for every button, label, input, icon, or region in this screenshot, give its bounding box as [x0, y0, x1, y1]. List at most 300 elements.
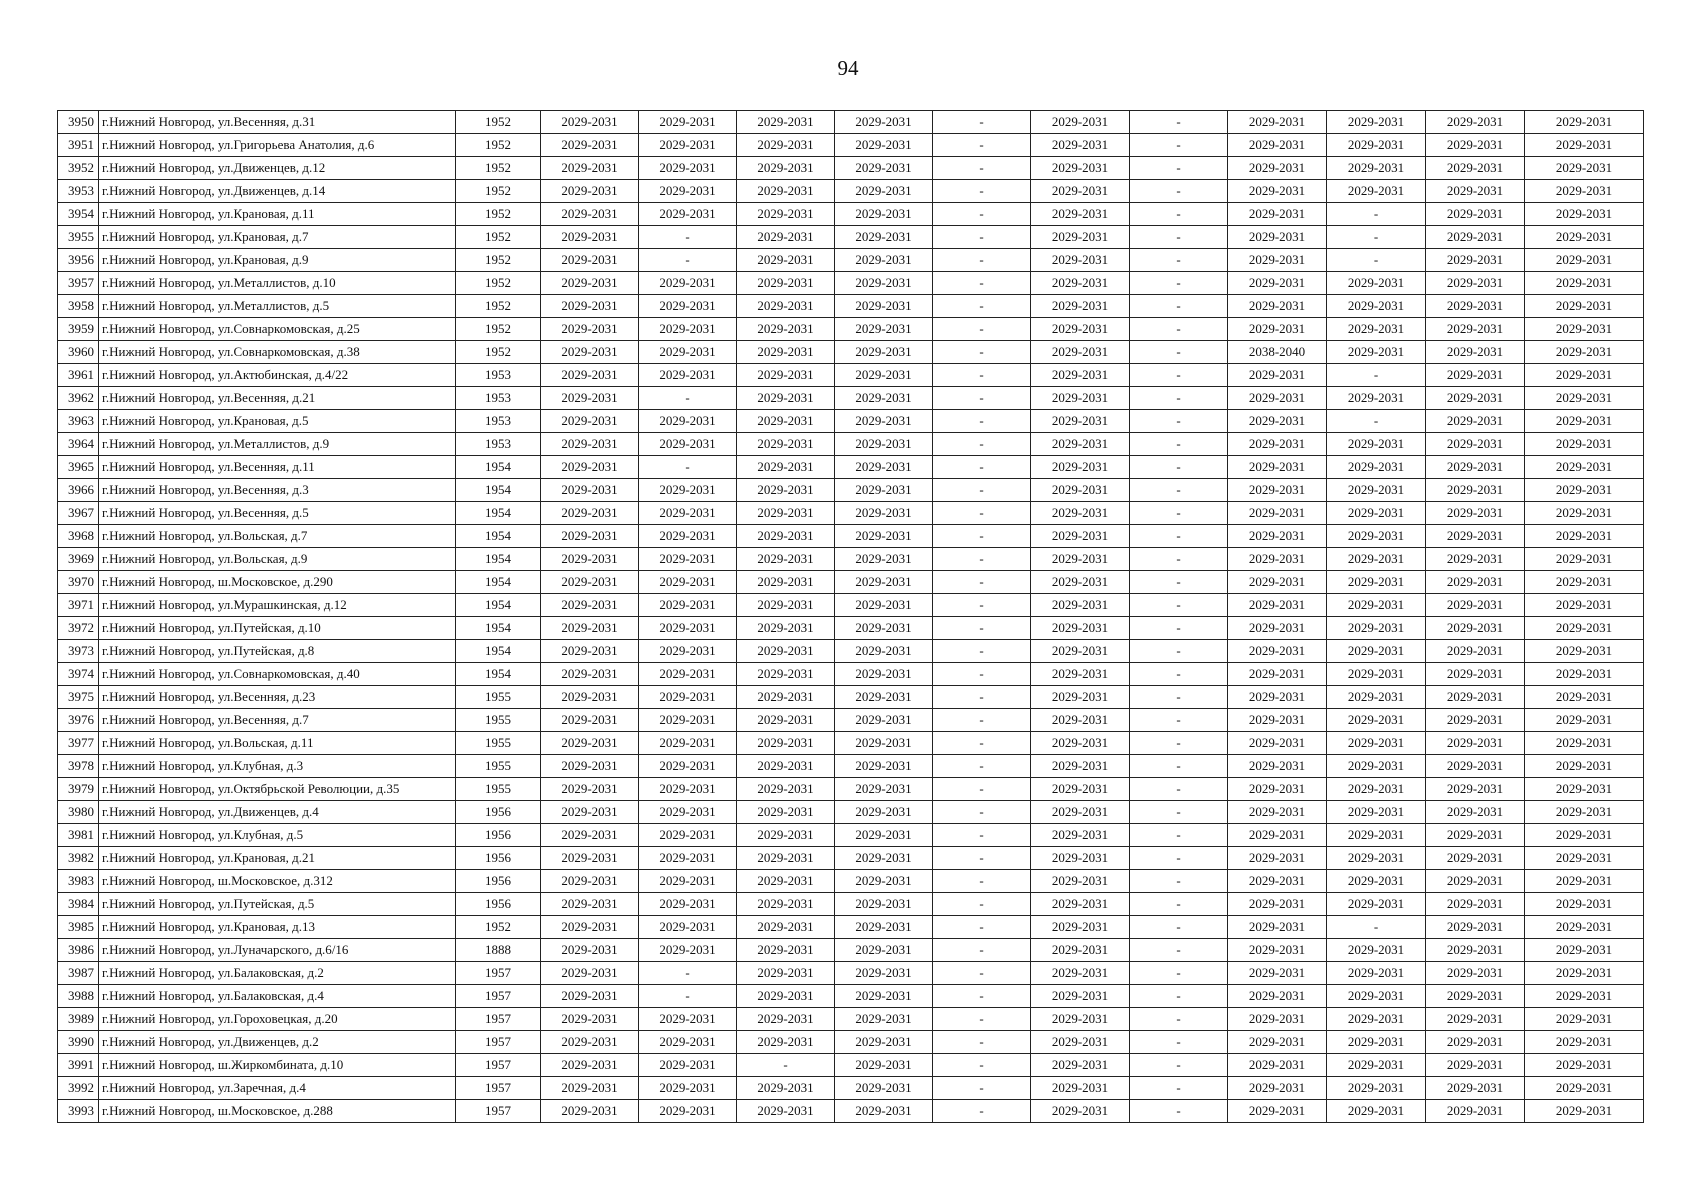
address-cell: г.Нижний Новгород, ул.Григорьева Анатолия, д.6: [99, 134, 456, 157]
year-cell: 1954: [456, 594, 541, 617]
period-cell: 2029-2031: [1031, 134, 1130, 157]
period-cell: 2029-2031: [1426, 663, 1525, 686]
period-cell: 2029-2031: [1327, 111, 1426, 134]
period-cell: -: [1130, 433, 1228, 456]
period-cell: 2029-2031: [1525, 1100, 1644, 1123]
period-cell: 2029-2031: [1327, 893, 1426, 916]
row-number-cell: 3954: [58, 203, 99, 226]
period-cell: 2029-2031: [1426, 502, 1525, 525]
period-cell: -: [933, 410, 1031, 433]
period-cell: 2029-2031: [639, 663, 737, 686]
table-row: [58, 1008, 1644, 1031]
period-cell: 2029-2031: [541, 387, 639, 410]
period-cell: 2029-2031: [1031, 548, 1130, 571]
period-cell: -: [639, 226, 737, 249]
period-cell: 2029-2031: [1426, 939, 1525, 962]
period-cell: 2029-2031: [1031, 939, 1130, 962]
table-row: [58, 433, 1644, 456]
table-row: [58, 525, 1644, 548]
period-cell: 2029-2031: [1327, 824, 1426, 847]
period-cell: -: [933, 1054, 1031, 1077]
year-cell: 1957: [456, 1100, 541, 1123]
address-cell: г.Нижний Новгород, ул.Октябрьской Революции, д.35: [99, 778, 456, 801]
period-cell: 2029-2031: [639, 824, 737, 847]
period-cell: 2029-2031: [1525, 134, 1644, 157]
period-cell: 2029-2031: [1031, 341, 1130, 364]
period-cell: 2029-2031: [639, 502, 737, 525]
period-cell: 2029-2031: [1327, 157, 1426, 180]
year-cell: 1952: [456, 226, 541, 249]
period-cell: -: [1130, 295, 1228, 318]
period-cell: 2029-2031: [1031, 318, 1130, 341]
period-cell: -: [1130, 1100, 1228, 1123]
period-cell: 2029-2031: [639, 1054, 737, 1077]
period-cell: 2029-2031: [1228, 893, 1327, 916]
period-cell: 2029-2031: [1031, 410, 1130, 433]
period-cell: -: [1130, 249, 1228, 272]
period-cell: 2029-2031: [639, 709, 737, 732]
period-cell: 2029-2031: [737, 847, 835, 870]
address-cell: г.Нижний Новгород, ул.Заречная, д.4: [99, 1077, 456, 1100]
period-cell: 2029-2031: [541, 916, 639, 939]
year-cell: 1957: [456, 1031, 541, 1054]
period-cell: -: [1130, 778, 1228, 801]
period-cell: 2029-2031: [1031, 732, 1130, 755]
address-cell: г.Нижний Новгород, ул.Крановая, д.11: [99, 203, 456, 226]
period-cell: 2029-2031: [1327, 180, 1426, 203]
period-cell: 2029-2031: [1327, 318, 1426, 341]
period-cell: 2029-2031: [1525, 433, 1644, 456]
row-number-cell: 3981: [58, 824, 99, 847]
period-cell: 2029-2031: [1426, 479, 1525, 502]
period-cell: -: [1327, 916, 1426, 939]
period-cell: 2029-2031: [1525, 824, 1644, 847]
period-cell: 2029-2031: [737, 272, 835, 295]
period-cell: 2029-2031: [1228, 571, 1327, 594]
table-row: [58, 157, 1644, 180]
address-cell: г.Нижний Новгород, ул.Вольская, д.7: [99, 525, 456, 548]
table-body: [58, 111, 1644, 1123]
period-cell: -: [1130, 203, 1228, 226]
period-cell: 2029-2031: [737, 387, 835, 410]
period-cell: -: [933, 1031, 1031, 1054]
period-cell: -: [933, 364, 1031, 387]
table-row: [58, 962, 1644, 985]
period-cell: 2029-2031: [639, 548, 737, 571]
address-cell: г.Нижний Новгород, ул.Вольская, д.9: [99, 548, 456, 571]
period-cell: 2029-2031: [541, 548, 639, 571]
period-cell: -: [1130, 985, 1228, 1008]
period-cell: 2029-2031: [737, 985, 835, 1008]
address-cell: г.Нижний Новгород, ул.Весенняя, д.23: [99, 686, 456, 709]
period-cell: 2029-2031: [541, 456, 639, 479]
row-number-cell: 3979: [58, 778, 99, 801]
period-cell: 2029-2031: [1525, 410, 1644, 433]
period-cell: 2029-2031: [639, 364, 737, 387]
period-cell: 2029-2031: [737, 1008, 835, 1031]
year-cell: 1954: [456, 548, 541, 571]
row-number-cell: 3993: [58, 1100, 99, 1123]
period-cell: 2029-2031: [1031, 226, 1130, 249]
period-cell: 2029-2031: [541, 1008, 639, 1031]
period-cell: 2029-2031: [835, 180, 933, 203]
period-cell: 2029-2031: [1525, 916, 1644, 939]
period-cell: 2029-2031: [1426, 1054, 1525, 1077]
table-row: [58, 387, 1644, 410]
period-cell: -: [933, 272, 1031, 295]
table-row: [58, 870, 1644, 893]
period-cell: -: [933, 594, 1031, 617]
period-cell: 2029-2031: [1228, 755, 1327, 778]
year-cell: 1953: [456, 410, 541, 433]
period-cell: -: [933, 548, 1031, 571]
year-cell: 1888: [456, 939, 541, 962]
period-cell: 2029-2031: [737, 203, 835, 226]
period-cell: 2029-2031: [1031, 295, 1130, 318]
table-row: [58, 732, 1644, 755]
period-cell: 2029-2031: [737, 410, 835, 433]
address-cell: г.Нижний Новгород, ул.Движенцев, д.2: [99, 1031, 456, 1054]
period-cell: 2029-2031: [1031, 916, 1130, 939]
period-cell: 2029-2031: [1426, 134, 1525, 157]
period-cell: 2029-2031: [1031, 640, 1130, 663]
year-cell: 1957: [456, 962, 541, 985]
period-cell: 2029-2031: [737, 364, 835, 387]
period-cell: 2029-2031: [1426, 387, 1525, 410]
period-cell: 2029-2031: [541, 686, 639, 709]
table-row: [58, 640, 1644, 663]
period-cell: 2029-2031: [835, 847, 933, 870]
period-cell: 2029-2031: [639, 1077, 737, 1100]
year-cell: 1952: [456, 249, 541, 272]
period-cell: 2029-2031: [1426, 364, 1525, 387]
period-cell: -: [933, 203, 1031, 226]
period-cell: 2029-2031: [1327, 870, 1426, 893]
period-cell: 2029-2031: [1525, 640, 1644, 663]
period-cell: -: [933, 640, 1031, 663]
period-cell: -: [1130, 686, 1228, 709]
period-cell: -: [1130, 226, 1228, 249]
address-cell: г.Нижний Новгород, ул.Совнаркомовская, д.25: [99, 318, 456, 341]
period-cell: -: [933, 387, 1031, 410]
period-cell: 2029-2031: [1228, 364, 1327, 387]
period-cell: 2029-2031: [541, 295, 639, 318]
year-cell: 1952: [456, 180, 541, 203]
period-cell: 2029-2031: [1426, 617, 1525, 640]
period-cell: 2029-2031: [1327, 433, 1426, 456]
period-cell: 2029-2031: [639, 410, 737, 433]
period-cell: 2029-2031: [835, 1100, 933, 1123]
period-cell: -: [1130, 272, 1228, 295]
row-number-cell: 3958: [58, 295, 99, 318]
period-cell: 2029-2031: [835, 709, 933, 732]
row-number-cell: 3989: [58, 1008, 99, 1031]
period-cell: 2029-2031: [639, 778, 737, 801]
period-cell: 2029-2031: [1228, 111, 1327, 134]
period-cell: 2029-2031: [1327, 1077, 1426, 1100]
period-cell: 2029-2031: [541, 1100, 639, 1123]
period-cell: 2029-2031: [541, 870, 639, 893]
period-cell: 2029-2031: [835, 1031, 933, 1054]
period-cell: 2029-2031: [639, 640, 737, 663]
period-cell: 2029-2031: [1228, 1054, 1327, 1077]
period-cell: 2029-2031: [835, 1077, 933, 1100]
period-cell: 2029-2031: [1228, 824, 1327, 847]
period-cell: 2029-2031: [835, 801, 933, 824]
period-cell: 2029-2031: [737, 778, 835, 801]
period-cell: 2029-2031: [1228, 249, 1327, 272]
period-cell: 2029-2031: [1228, 778, 1327, 801]
period-cell: 2029-2031: [1228, 985, 1327, 1008]
address-cell: г.Нижний Новгород, ул.Металлистов, д.5: [99, 295, 456, 318]
period-cell: 2029-2031: [541, 433, 639, 456]
period-cell: 2029-2031: [1228, 870, 1327, 893]
period-cell: -: [933, 916, 1031, 939]
address-cell: г.Нижний Новгород, ул.Крановая, д.7: [99, 226, 456, 249]
period-cell: 2029-2031: [1228, 157, 1327, 180]
row-number-cell: 3955: [58, 226, 99, 249]
period-cell: 2029-2031: [541, 594, 639, 617]
period-cell: 2029-2031: [835, 916, 933, 939]
period-cell: 2029-2031: [639, 1008, 737, 1031]
row-number-cell: 3972: [58, 617, 99, 640]
period-cell: 2029-2031: [1426, 318, 1525, 341]
period-cell: 2029-2031: [835, 341, 933, 364]
address-cell: г.Нижний Новгород, ш.Московское, д.288: [99, 1100, 456, 1123]
period-cell: 2029-2031: [737, 525, 835, 548]
address-cell: г.Нижний Новгород, ш.Московское, д.312: [99, 870, 456, 893]
period-cell: 2029-2031: [1327, 502, 1426, 525]
period-cell: -: [1130, 847, 1228, 870]
period-cell: 2029-2031: [1228, 640, 1327, 663]
period-cell: 2029-2031: [1525, 985, 1644, 1008]
period-cell: 2029-2031: [1426, 548, 1525, 571]
row-number-cell: 3968: [58, 525, 99, 548]
year-cell: 1954: [456, 479, 541, 502]
table-row: [58, 318, 1644, 341]
year-cell: 1952: [456, 341, 541, 364]
period-cell: 2029-2031: [639, 1100, 737, 1123]
period-cell: 2029-2031: [1525, 249, 1644, 272]
period-cell: 2029-2031: [1327, 272, 1426, 295]
period-cell: -: [1130, 479, 1228, 502]
period-cell: 2029-2031: [1031, 111, 1130, 134]
period-cell: 2029-2031: [1031, 433, 1130, 456]
period-cell: 2029-2031: [1525, 594, 1644, 617]
period-cell: 2029-2031: [1228, 1031, 1327, 1054]
period-cell: 2029-2031: [835, 893, 933, 916]
year-cell: 1956: [456, 824, 541, 847]
period-cell: 2029-2031: [1031, 272, 1130, 295]
table-row: [58, 893, 1644, 916]
period-cell: -: [1327, 249, 1426, 272]
period-cell: 2029-2031: [1525, 203, 1644, 226]
period-cell: 2029-2031: [1525, 732, 1644, 755]
period-cell: -: [1327, 203, 1426, 226]
table-row: [58, 203, 1644, 226]
period-cell: 2029-2031: [1031, 525, 1130, 548]
row-number-cell: 3969: [58, 548, 99, 571]
period-cell: -: [1130, 134, 1228, 157]
period-cell: 2029-2031: [835, 571, 933, 594]
period-cell: -: [933, 157, 1031, 180]
period-cell: 2029-2031: [1426, 525, 1525, 548]
period-cell: 2029-2031: [1031, 617, 1130, 640]
table-row: [58, 571, 1644, 594]
period-cell: 2029-2031: [1525, 847, 1644, 870]
table-row: [58, 134, 1644, 157]
row-number-cell: 3992: [58, 1077, 99, 1100]
period-cell: 2029-2031: [1031, 502, 1130, 525]
period-cell: 2029-2031: [1228, 939, 1327, 962]
period-cell: 2029-2031: [737, 686, 835, 709]
period-cell: 2029-2031: [737, 893, 835, 916]
year-cell: 1954: [456, 525, 541, 548]
period-cell: 2029-2031: [541, 180, 639, 203]
period-cell: -: [933, 456, 1031, 479]
period-cell: -: [1130, 502, 1228, 525]
period-cell: 2029-2031: [1525, 318, 1644, 341]
table-row: [58, 1031, 1644, 1054]
period-cell: -: [933, 755, 1031, 778]
period-cell: -: [933, 870, 1031, 893]
period-cell: 2029-2031: [1228, 272, 1327, 295]
period-cell: -: [1130, 525, 1228, 548]
period-cell: 2029-2031: [541, 755, 639, 778]
period-cell: 2029-2031: [835, 502, 933, 525]
period-cell: 2029-2031: [1426, 778, 1525, 801]
period-cell: 2029-2031: [1525, 1031, 1644, 1054]
row-number-cell: 3976: [58, 709, 99, 732]
period-cell: 2029-2031: [541, 111, 639, 134]
period-cell: 2029-2031: [835, 410, 933, 433]
row-number-cell: 3959: [58, 318, 99, 341]
address-cell: г.Нижний Новгород, ул.Балаковская, д.4: [99, 985, 456, 1008]
page-number: 94: [837, 56, 859, 80]
period-cell: 2029-2031: [835, 962, 933, 985]
period-cell: 2029-2031: [1327, 939, 1426, 962]
row-number-cell: 3977: [58, 732, 99, 755]
address-cell: г.Нижний Новгород, ш.Жиркомбината, д.10: [99, 1054, 456, 1077]
row-number-cell: 3951: [58, 134, 99, 157]
period-cell: 2029-2031: [1327, 1008, 1426, 1031]
period-cell: 2029-2031: [1525, 525, 1644, 548]
address-cell: г.Нижний Новгород, ул.Металлистов, д.9: [99, 433, 456, 456]
period-cell: 2029-2031: [639, 571, 737, 594]
period-cell: 2029-2031: [1228, 318, 1327, 341]
period-cell: -: [1130, 893, 1228, 916]
period-cell: -: [1130, 571, 1228, 594]
table-row: [58, 1077, 1644, 1100]
period-cell: 2029-2031: [639, 916, 737, 939]
period-cell: 2029-2031: [1525, 502, 1644, 525]
period-cell: 2029-2031: [1031, 456, 1130, 479]
period-cell: 2029-2031: [639, 870, 737, 893]
row-number-cell: 3980: [58, 801, 99, 824]
period-cell: -: [933, 226, 1031, 249]
year-cell: 1953: [456, 433, 541, 456]
year-cell: 1956: [456, 847, 541, 870]
table-row: [58, 502, 1644, 525]
address-cell: г.Нижний Новгород, ул.Гороховецкая, д.20: [99, 1008, 456, 1031]
period-cell: 2029-2031: [1228, 617, 1327, 640]
period-cell: -: [933, 962, 1031, 985]
period-cell: -: [933, 111, 1031, 134]
period-cell: 2029-2031: [1327, 801, 1426, 824]
period-cell: 2029-2031: [639, 732, 737, 755]
period-cell: 2029-2031: [1525, 870, 1644, 893]
year-cell: 1955: [456, 686, 541, 709]
address-cell: г.Нижний Новгород, ул.Движенцев, д.4: [99, 801, 456, 824]
row-number-cell: 3963: [58, 410, 99, 433]
period-cell: 2029-2031: [541, 1054, 639, 1077]
period-cell: 2029-2031: [1228, 1077, 1327, 1100]
period-cell: 2029-2031: [737, 594, 835, 617]
period-cell: -: [1130, 387, 1228, 410]
year-cell: 1956: [456, 893, 541, 916]
period-cell: 2029-2031: [541, 709, 639, 732]
period-cell: 2029-2031: [541, 134, 639, 157]
period-cell: 2029-2031: [737, 249, 835, 272]
period-cell: -: [933, 617, 1031, 640]
period-cell: -: [933, 433, 1031, 456]
period-cell: 2029-2031: [1426, 1077, 1525, 1100]
period-cell: -: [933, 663, 1031, 686]
period-cell: 2029-2031: [835, 111, 933, 134]
period-cell: -: [933, 778, 1031, 801]
period-cell: 2029-2031: [1031, 479, 1130, 502]
year-cell: 1957: [456, 1054, 541, 1077]
period-cell: 2029-2031: [1327, 295, 1426, 318]
period-cell: 2029-2031: [541, 847, 639, 870]
year-cell: 1955: [456, 778, 541, 801]
period-cell: -: [933, 571, 1031, 594]
period-cell: 2029-2031: [1228, 962, 1327, 985]
period-cell: 2029-2031: [541, 824, 639, 847]
period-cell: 2029-2031: [1426, 732, 1525, 755]
table-row: [58, 939, 1644, 962]
address-cell: г.Нижний Новгород, ш.Московское, д.290: [99, 571, 456, 594]
period-cell: 2029-2031: [1228, 479, 1327, 502]
address-cell: г.Нижний Новгород, ул.Крановая, д.13: [99, 916, 456, 939]
year-cell: 1952: [456, 134, 541, 157]
table-row: [58, 847, 1644, 870]
table-row: [58, 111, 1644, 134]
period-cell: 2029-2031: [737, 1031, 835, 1054]
period-cell: 2029-2031: [1525, 1077, 1644, 1100]
period-cell: -: [1130, 364, 1228, 387]
year-cell: 1954: [456, 663, 541, 686]
period-cell: -: [1130, 617, 1228, 640]
period-cell: 2029-2031: [1031, 364, 1130, 387]
row-number-cell: 3971: [58, 594, 99, 617]
period-cell: 2029-2031: [1327, 1100, 1426, 1123]
period-cell: 2029-2031: [541, 410, 639, 433]
period-cell: 2029-2031: [1426, 893, 1525, 916]
address-cell: г.Нижний Новгород, ул.Актюбинская, д.4/22: [99, 364, 456, 387]
period-cell: 2029-2031: [1228, 387, 1327, 410]
row-number-cell: 3987: [58, 962, 99, 985]
period-cell: 2029-2031: [737, 916, 835, 939]
period-cell: -: [1130, 456, 1228, 479]
period-cell: 2029-2031: [1031, 157, 1130, 180]
period-cell: 2029-2031: [1525, 1054, 1644, 1077]
period-cell: 2029-2031: [1228, 801, 1327, 824]
period-cell: 2029-2031: [1525, 341, 1644, 364]
period-cell: 2029-2031: [835, 939, 933, 962]
period-cell: -: [639, 249, 737, 272]
period-cell: -: [639, 387, 737, 410]
